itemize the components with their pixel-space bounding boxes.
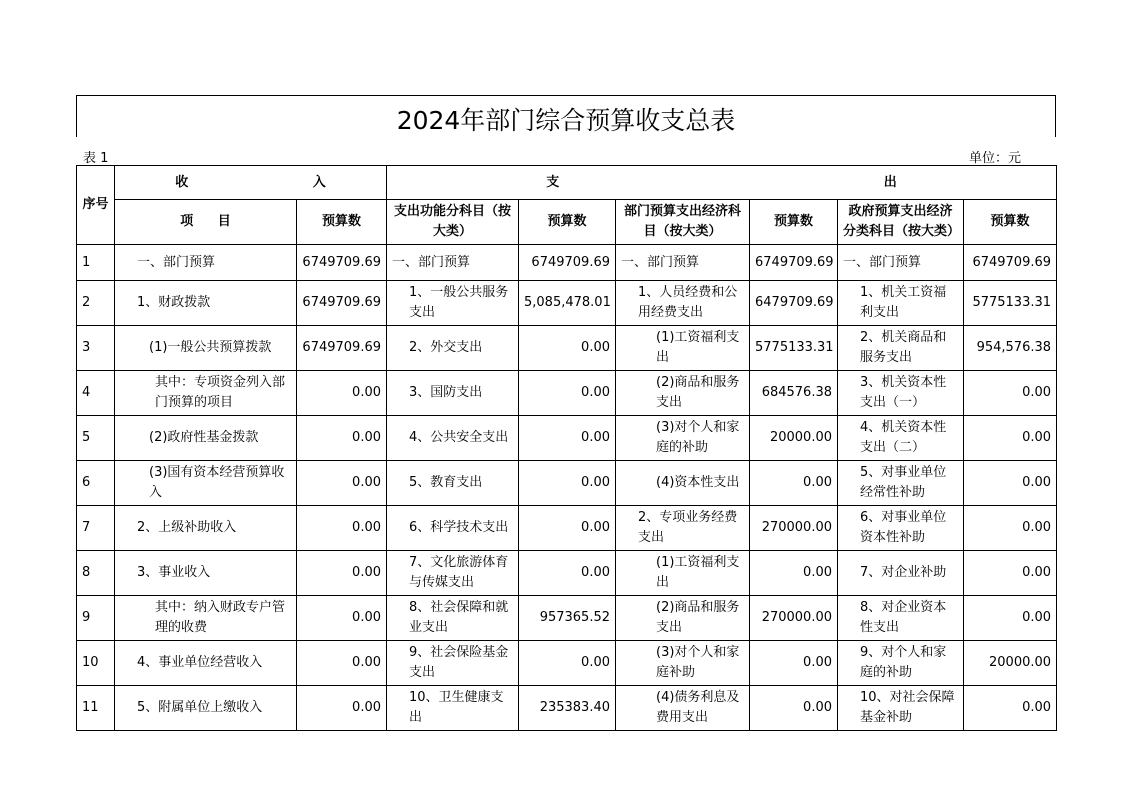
func-budget-header: 预算数 [519, 200, 616, 245]
gov-item: 5、对事业单位经常性补助 [838, 461, 964, 506]
item-header: 项 目 [115, 200, 297, 245]
func-amount: 0.00 [519, 326, 616, 371]
expense-header: 支 出 [387, 166, 1057, 200]
table-row [77, 371, 1057, 416]
title-box [76, 95, 1056, 137]
gov-item: 9、对个人和家庭的补助 [838, 641, 964, 686]
seq-header: 序号 [77, 166, 115, 245]
income-item: 2、上级补助收入 [115, 506, 297, 551]
func-item: 8、社会保障和就业支出 [387, 596, 519, 641]
income-amount: 0.00 [297, 596, 387, 641]
gov-amount: 6749709.69 [964, 245, 1057, 281]
dept-item: 1、人员经费和公用经费支出 [616, 281, 750, 326]
dept-item: (2)商品和服务支出 [616, 371, 750, 416]
table-row [77, 326, 1057, 371]
gov-item: 4、机关资本性支出（二） [838, 416, 964, 461]
func-amount: 0.00 [519, 371, 616, 416]
income-amount: 0.00 [297, 416, 387, 461]
func-item: 5、教育支出 [387, 461, 519, 506]
func-item: 1、一般公共服务支出 [387, 281, 519, 326]
func-item: 7、文化旅游体育与传媒支出 [387, 551, 519, 596]
func-amount: 0.00 [519, 416, 616, 461]
dept-item: (1)工资福利支出 [616, 326, 750, 371]
row-number: 10 [77, 641, 115, 686]
table-row [77, 641, 1057, 686]
gov-budget-header: 预算数 [964, 200, 1057, 245]
dept-amount: 6479709.69 [750, 281, 838, 326]
income-item: 其中：纳入财政专户管理的收费 [115, 596, 297, 641]
row-number: 4 [77, 371, 115, 416]
func-amount: 957365.52 [519, 596, 616, 641]
income-item: 1、财政拨款 [115, 281, 297, 326]
income-item: 一、部门预算 [115, 245, 297, 281]
row-number: 7 [77, 506, 115, 551]
income-budget-header: 预算数 [297, 200, 387, 245]
income-amount: 6749709.69 [297, 245, 387, 281]
income-amount: 0.00 [297, 506, 387, 551]
gov-amount: 0.00 [964, 371, 1057, 416]
income-item: (2)政府性基金拨款 [115, 416, 297, 461]
table-number: 表 1 [83, 151, 109, 166]
income-amount: 0.00 [297, 551, 387, 596]
table-body [77, 166, 1057, 731]
dept-amount: 0.00 [750, 461, 838, 506]
row-number: 6 [77, 461, 115, 506]
income-item: (3)国有资本经营预算收入 [115, 461, 297, 506]
income-item: 5、附属单位上缴收入 [115, 686, 297, 731]
budget-table [76, 165, 1057, 731]
func-amount: 0.00 [519, 641, 616, 686]
dept-budget-header: 预算数 [750, 200, 838, 245]
table-row [77, 461, 1057, 506]
dept-amount: 270000.00 [750, 596, 838, 641]
func-amount: 6749709.69 [519, 245, 616, 281]
gov-amount: 0.00 [964, 506, 1057, 551]
func-class-header: 支出功能分科目（按大类） [387, 200, 519, 245]
row-number: 2 [77, 281, 115, 326]
income-amount: 6749709.69 [297, 326, 387, 371]
gov-item: 10、对社会保障基金补助 [838, 686, 964, 731]
dept-econ-header: 部门预算支出经济科目（按大类） [616, 200, 750, 245]
dept-amount: 5775133.31 [750, 326, 838, 371]
income-amount: 0.00 [297, 461, 387, 506]
table-row [77, 551, 1057, 596]
income-amount: 6749709.69 [297, 281, 387, 326]
func-item: 2、外交支出 [387, 326, 519, 371]
func-item: 9、社会保险基金支出 [387, 641, 519, 686]
income-amount: 0.00 [297, 371, 387, 416]
dept-item: (1)工资福利支出 [616, 551, 750, 596]
gov-amount: 20000.00 [964, 641, 1057, 686]
dept-amount: 684576.38 [750, 371, 838, 416]
dept-item: (2)商品和服务支出 [616, 596, 750, 641]
func-amount: 235383.40 [519, 686, 616, 731]
gov-item: 1、机关工资福利支出 [838, 281, 964, 326]
table-row [77, 596, 1057, 641]
table-row [77, 506, 1057, 551]
func-amount: 0.00 [519, 461, 616, 506]
header-row-2 [77, 200, 1057, 245]
func-item: 10、卫生健康支出 [387, 686, 519, 731]
gov-amount: 954,576.38 [964, 326, 1057, 371]
dept-item: (3)对个人和家庭补助 [616, 641, 750, 686]
func-item: 一、部门预算 [387, 245, 519, 281]
gov-item: 2、机关商品和服务支出 [838, 326, 964, 371]
func-item: 6、科学技术支出 [387, 506, 519, 551]
table-row [77, 686, 1057, 731]
gov-amount: 0.00 [964, 416, 1057, 461]
dept-amount: 0.00 [750, 641, 838, 686]
income-item: (1)一般公共预算拨款 [115, 326, 297, 371]
row-number: 5 [77, 416, 115, 461]
table-row [77, 281, 1057, 326]
gov-amount: 0.00 [964, 686, 1057, 731]
income-header: 收 入 [115, 166, 387, 200]
dept-amount: 0.00 [750, 551, 838, 596]
gov-item: 3、机关资本性支出（一） [838, 371, 964, 416]
func-amount: 5,085,478.01 [519, 281, 616, 326]
header-row-1 [77, 166, 1057, 200]
dept-amount: 20000.00 [750, 416, 838, 461]
func-amount: 0.00 [519, 506, 616, 551]
gov-amount: 0.00 [964, 596, 1057, 641]
page-title: 2024年部门综合预算收支总表 [396, 106, 736, 135]
gov-item: 一、部门预算 [838, 245, 964, 281]
dept-amount: 270000.00 [750, 506, 838, 551]
income-item: 4、事业单位经营收入 [115, 641, 297, 686]
income-amount: 0.00 [297, 686, 387, 731]
func-amount: 0.00 [519, 551, 616, 596]
table-row [77, 416, 1057, 461]
dept-item: (4)债务利息及费用支出 [616, 686, 750, 731]
income-item: 3、事业收入 [115, 551, 297, 596]
unit-label: 单位：元 [969, 151, 1022, 166]
row-number: 8 [77, 551, 115, 596]
dept-amount: 0.00 [750, 686, 838, 731]
gov-amount: 0.00 [964, 461, 1057, 506]
dept-item: (3)对个人和家庭的补助 [616, 416, 750, 461]
income-amount: 0.00 [297, 641, 387, 686]
gov-item: 6、对事业单位资本性补助 [838, 506, 964, 551]
dept-item: (4)资本性支出 [616, 461, 750, 506]
gov-econ-header: 政府预算支出经济分类科目（按大类） [838, 200, 964, 245]
gov-amount: 0.00 [964, 551, 1057, 596]
dept-item: 2、专项业务经费支出 [616, 506, 750, 551]
gov-item: 7、对企业补助 [838, 551, 964, 596]
dept-amount: 6749709.69 [750, 245, 838, 281]
row-number: 3 [77, 326, 115, 371]
table-row [77, 245, 1057, 281]
gov-item: 8、对企业资本性支出 [838, 596, 964, 641]
dept-item: 一、部门预算 [616, 245, 750, 281]
func-item: 4、公共安全支出 [387, 416, 519, 461]
row-number: 9 [77, 596, 115, 641]
row-number: 1 [77, 245, 115, 281]
row-number: 11 [77, 686, 115, 731]
func-item: 3、国防支出 [387, 371, 519, 416]
gov-amount: 5775133.31 [964, 281, 1057, 326]
income-item: 其中：专项资金列入部门预算的项目 [115, 371, 297, 416]
